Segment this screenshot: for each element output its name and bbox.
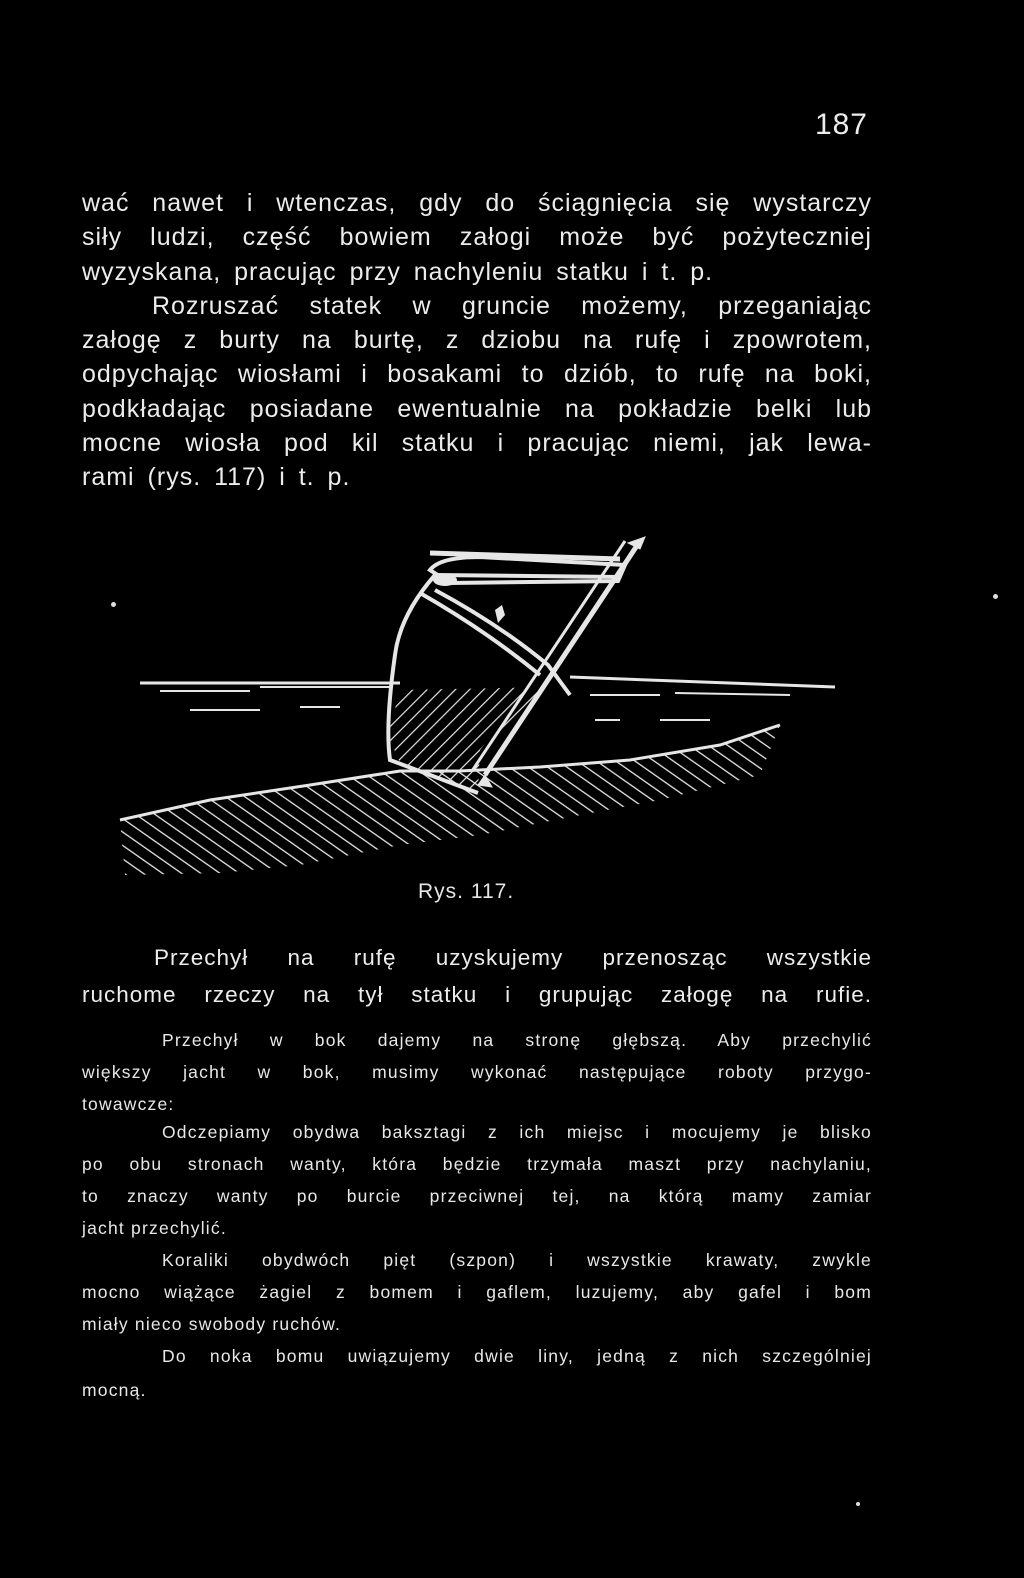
text-line: towawcze:	[82, 1094, 175, 1114]
text-line: wać nawet i wtenczas, gdy do ściągnięcia się wystarczy	[82, 189, 872, 217]
text-line: Do noka bomu uwiązujemy dwie liny, jedną z nich szczególniej	[162, 1346, 872, 1366]
text-line: Rozruszać statek w gruncie możemy, przeganiając	[152, 291, 872, 320]
text-line: odpychając wiosłami i bosakami to dziób, to rufę na boki,	[82, 360, 872, 389]
text-line: jacht przechylić.	[82, 1218, 227, 1238]
text-line: Odczepiamy obydwa baksztagi z ich miejsc i mocujemy je blisko	[162, 1122, 872, 1142]
text-line: siły ludzi, część bowiem załogi może być pożyteczniej	[82, 223, 872, 252]
text-line: większy jacht w bok, musimy wykonać następujące roboty przygo-	[82, 1062, 872, 1082]
text-line: podkładając posiadane ewentualnie na pokładzie belki lub	[82, 394, 872, 423]
page-number: 187	[814, 108, 868, 141]
text-line: mocno wiążące żagiel z bomem i gaflem, luzujemy, aby gafel i bom	[82, 1282, 872, 1302]
text-line: rami (rys. 117) i t. p.	[82, 463, 351, 492]
hand-pushing-icon	[495, 605, 505, 623]
text-line: Przechył na rufę uzyskujemy przenosząc wszystkie	[154, 945, 872, 970]
text-line: wyzyskana, pracując przy nachyleniu statku i t. p.	[82, 257, 714, 286]
text-line: po obu stronach wanty, która będzie trzymała maszt przy nachylaniu,	[82, 1154, 872, 1174]
text-line: mocną.	[82, 1380, 147, 1400]
text-line: mocne wiosła pod kil statku i pracując niemi, jak lewa-	[82, 429, 872, 458]
figure-caption: Rys. 117.	[418, 880, 515, 903]
text-line: Koraliki obydwóch pięt (szpon) i wszystkie krawaty, zwykle	[162, 1250, 872, 1270]
text-line: Przechył w bok dajemy na stronę głębszą. Aby przechylić	[162, 1030, 872, 1050]
scan-speck	[856, 1502, 860, 1506]
boat-deck-top	[430, 553, 625, 586]
paragraph-1	[82, 186, 872, 495]
text-line: miały nieco swobody ruchów.	[82, 1314, 342, 1334]
text-line: załogę z burty na burtę, z dziobu na rufę i zpowrotem,	[82, 326, 872, 355]
text-line: ruchome rzeczy na tył statku i grupując załogę na rufie.	[82, 982, 872, 1007]
scan-speck	[111, 602, 116, 607]
figure-boat-lever-illustration	[100, 535, 880, 880]
scan-speck	[993, 594, 998, 599]
text-line: to znaczy wanty po burcie przeciwnej tej, na którą mamy zamiar	[82, 1186, 872, 1206]
